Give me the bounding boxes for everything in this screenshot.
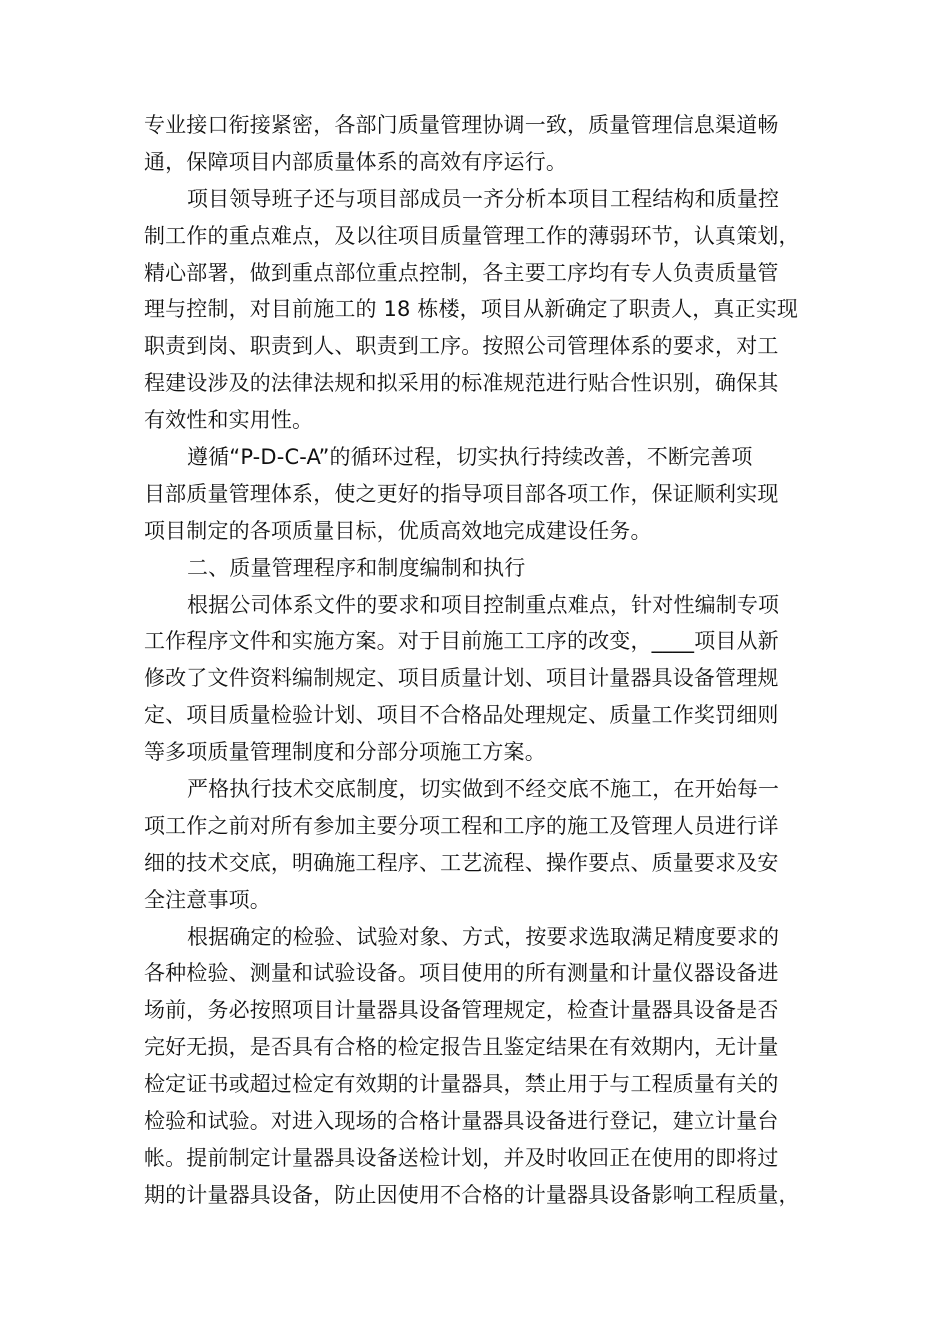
text-line: 项目制定的各项质量目标，优质高效地完成建设任务。 (144, 518, 652, 543)
text-line: 职责到岗、职责到人、职责到工序。按照公司管理体系的要求，对工 (144, 334, 779, 359)
text-line: 有效性和实用性。 (144, 408, 314, 433)
text-line: 检验和试验。对进入现场的合格计量器具设备进行登记，建立计量台 (144, 1109, 779, 1134)
text-line: 场前，务必按照项目计量器具设备管理规定，检查计量器具设备是否 (144, 998, 779, 1023)
text-line: 精心部署，做到重点部位重点控制，各主要工序均有专人负责质量管 (144, 260, 779, 285)
text-line: 通，保障项目内部质量体系的高效有序运行。 (144, 149, 567, 174)
text-line: 制工作的重点难点，及以往项目质量管理工作的薄弱环节，认真策划， (144, 223, 800, 248)
text-line: 根据确定的检验、试验对象、方式，按要求选取满足精度要求的 (187, 924, 780, 949)
text-line: 完好无损，是否具有合格的检定报告且鉴定结果在有效期内，无计量 (144, 1035, 779, 1060)
document-body-text (144, 107, 812, 1214)
text-line: 定、项目质量检验计划、项目不合格品处理规定、质量工作奖罚细则 (144, 703, 779, 728)
text-line: 程建设涉及的法律法规和拟采用的标准规范进行贴合性识别，确保其 (144, 371, 779, 396)
text-line: 项目领导班子还与项目部成员一齐分析本项目工程结构和质量控 (187, 186, 780, 211)
text-line: 修改了文件资料编制规定、项目质量计划、项目计量器具设备管理规 (144, 666, 779, 691)
text-line: 各种检验、测量和试验设备。项目使用的所有测量和计量仪器设备进 (144, 961, 779, 986)
text-line: 细的技术交底，明确施工程序、工艺流程、操作要点、质量要求及安 (144, 850, 779, 875)
text-line: 全注意事项。 (144, 887, 271, 912)
text-line: 专业接口衔接紧密，各部门质量管理协调一致，质量管理信息渠道畅 (144, 113, 779, 137)
text-line: 目部质量管理体系，使之更好的指导项目部各项工作，保证顺利实现 (144, 481, 779, 506)
text-line: 工作程序文件和实施方案。对于目前施工工序的改变，____项目从新 (144, 629, 779, 654)
text-line: 帐。提前制定计量器具设备送检计划，并及时收回正在使用的即将过 (144, 1145, 779, 1170)
text-line: 理与控制，对目前施工的 18 栋楼，项目从新确定了职责人，真正实现 (144, 297, 799, 322)
text-line: 二、质量管理程序和制度编制和执行 (187, 555, 526, 580)
text-line: 期的计量器具设备，防止因使用不合格的计量器具设备影响工程质量， (144, 1182, 800, 1207)
text-line: 项工作之前对所有参加主要分项工程和工序的施工及管理人员进行详 (144, 813, 779, 838)
text-line: 等多项质量管理制度和分部分项施工方案。 (144, 740, 546, 765)
text-line: 检定证书或超过检定有效期的计量器具，禁止用于与工程质量有关的 (144, 1072, 779, 1097)
text-line: 严格执行技术交底制度，切实做到不经交底不施工，在开始每一 (187, 777, 780, 802)
text-line: 遵循“P-D-C-A”的循环过程，切实执行持续改善，不断完善项 (187, 445, 753, 470)
text-line: 根据公司体系文件的要求和项目控制重点难点，针对性编制专项 (187, 592, 780, 617)
